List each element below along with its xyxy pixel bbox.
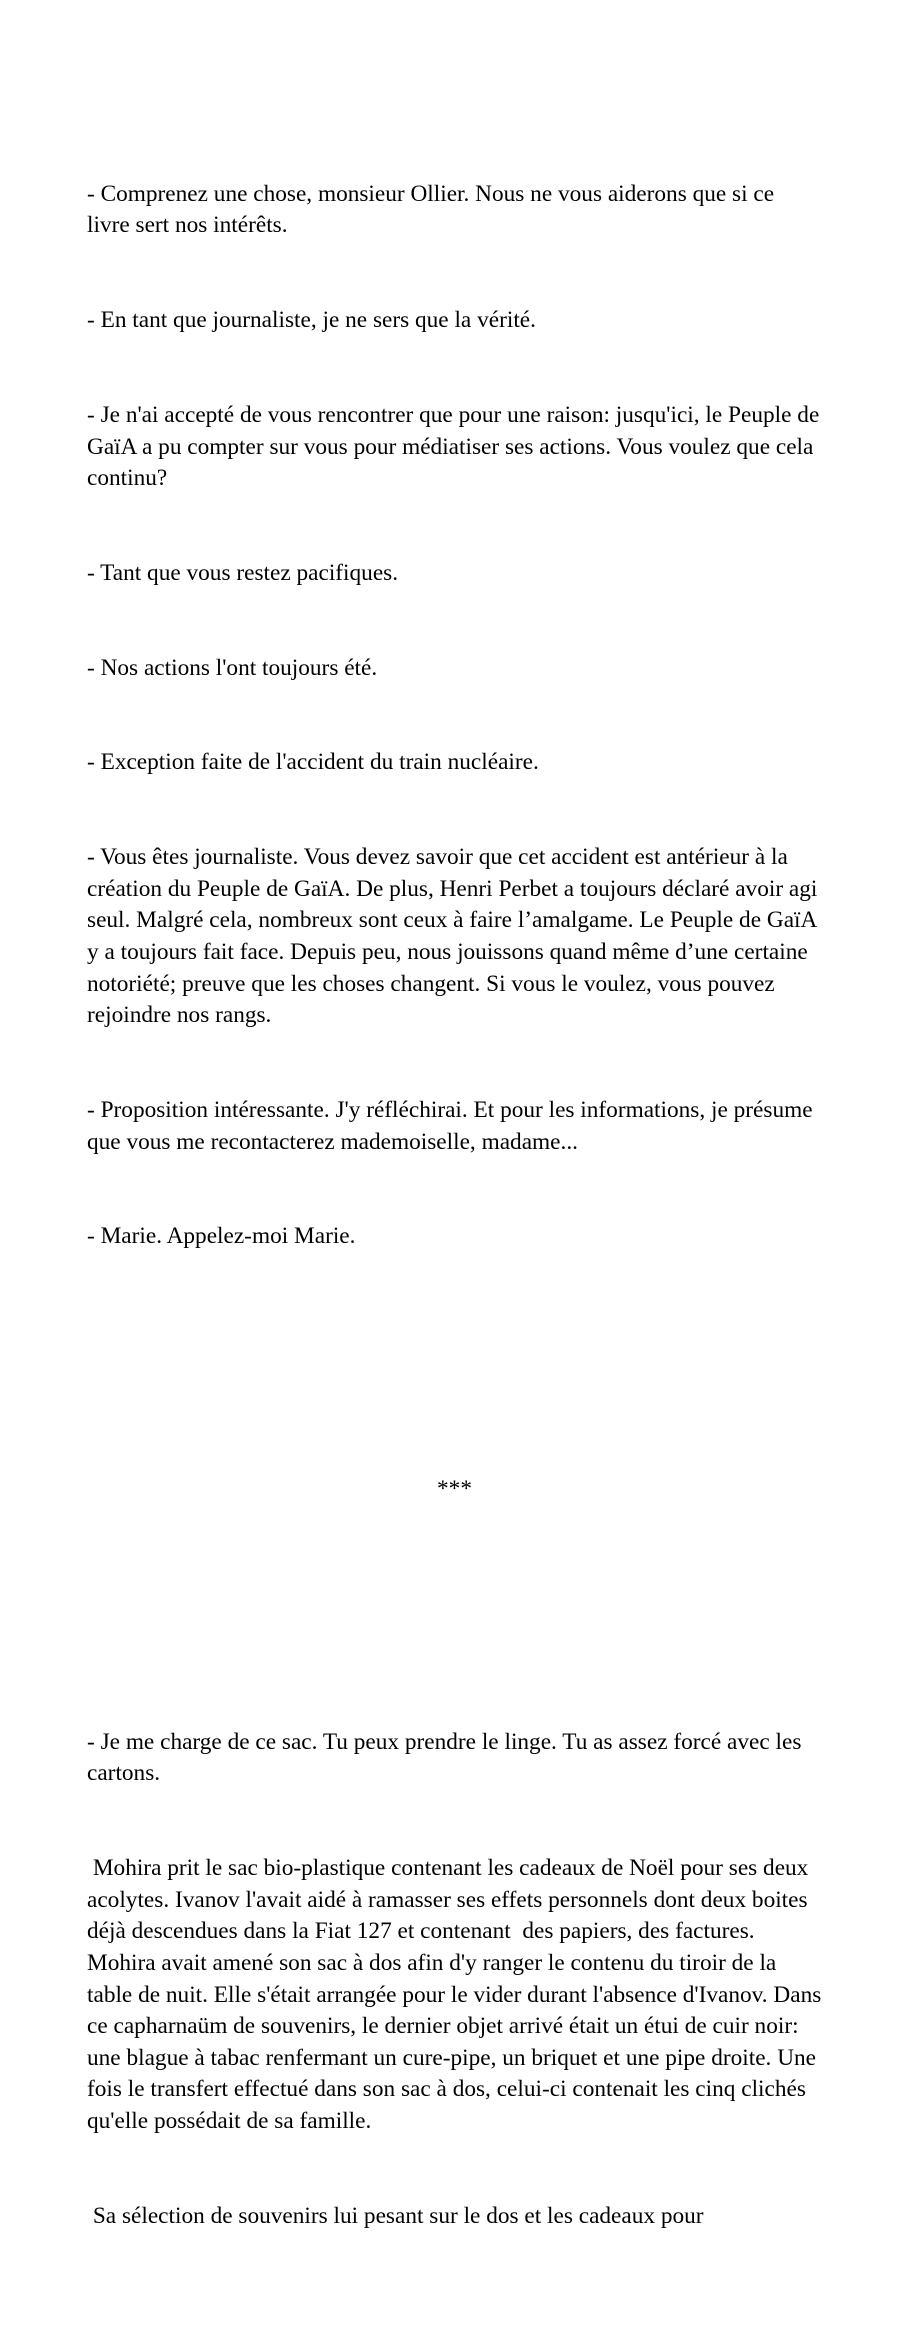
- dialogue-line-2: - En tant que journaliste, je ne sers que la vérité.: [87, 307, 536, 334]
- dialogue-line-3: - Je n'ai accepté de vous rencontrer que pour une raison: jusqu'ici, le Peuple de GaïA a pu compter sur vous pour médiatiser ses actions. Vous voulez que cela continu?: [87, 401, 826, 492]
- text-column: [87, 84, 828, 2327]
- blank-line-before-scene-break: [87, 1348, 822, 1380]
- blank-line-after-scene-break: [87, 1601, 822, 1633]
- dialogue-line-1: - Comprenez une chose, monsieur Ollier. Nous ne vous aiderons que si ce livre sert nos intérêts.: [87, 180, 780, 239]
- dialogue-line-6: - Exception faite de l'accident du train nucléaire.: [87, 749, 539, 776]
- scene-break-marker: ***: [437, 1476, 472, 1503]
- dialogue-line-8: - Proposition intéressante. J'y réfléchirai. Et pour les informations, je présume que vous me recontacterez mademoiselle, madame...: [87, 1097, 819, 1155]
- narrative-paragraph-3: Sa sélection de souvenirs lui pesant sur le dos et les cadeaux pour: [87, 2202, 704, 2229]
- dialogue-line-5: - Nos actions l'ont toujours été.: [87, 654, 378, 681]
- dialogue-line-9: - Marie. Appelez-moi Marie.: [87, 1223, 356, 1250]
- narrative-paragraph-2: Mohira prit le sac bio-plastique contenant les cadeaux de Noël pour ses deux acolytes. Ivanov l'avait aidé à ramasser ses effets personnels dont deux boites déjà descendues dans la Fiat 127 et contenant des papiers, des factures. Mohira avait amené son sac à dos afin d'y ranger le contenu du tiroir de la table de nuit. Elle s'était arrangée pour le vider durant l'absence d'Ivanov. Dans ce capharnaüm de souvenirs, le dernier objet arrivé était un étui de cuir noir: une blague à tabac renfermant un cure-pipe, un briquet et une pipe droite. Une fois le transfert effectué dans son sac à dos, celui-ci contenait les cinq clichés qu'elle possédait de sa famille.: [87, 1855, 828, 2134]
- narrative-paragraph-1: - Je me charge de ce sac. Tu peux prendre le linge. Tu as assez forcé avec les cartons.: [87, 1728, 808, 1787]
- dialogue-line-7: - Vous êtes journaliste. Vous devez savoir que cet accident est antérieur à la création du Peuple de GaïA. De plus, Henri Perbet a toujours déclaré avoir agi seul. Malgré cela, nombreux sont ceux à faire l’amalgame. Le Peuple de GaïA y a toujours fait face. Depuis peu, nous jouissons quand même d’une certaine notoriété; preuve que les choses changent. Si vous le voulez, vous pouvez rejoindre nos rangs.: [87, 844, 824, 1029]
- dialogue-line-4: - Tant que vous restez pacifiques.: [87, 559, 399, 586]
